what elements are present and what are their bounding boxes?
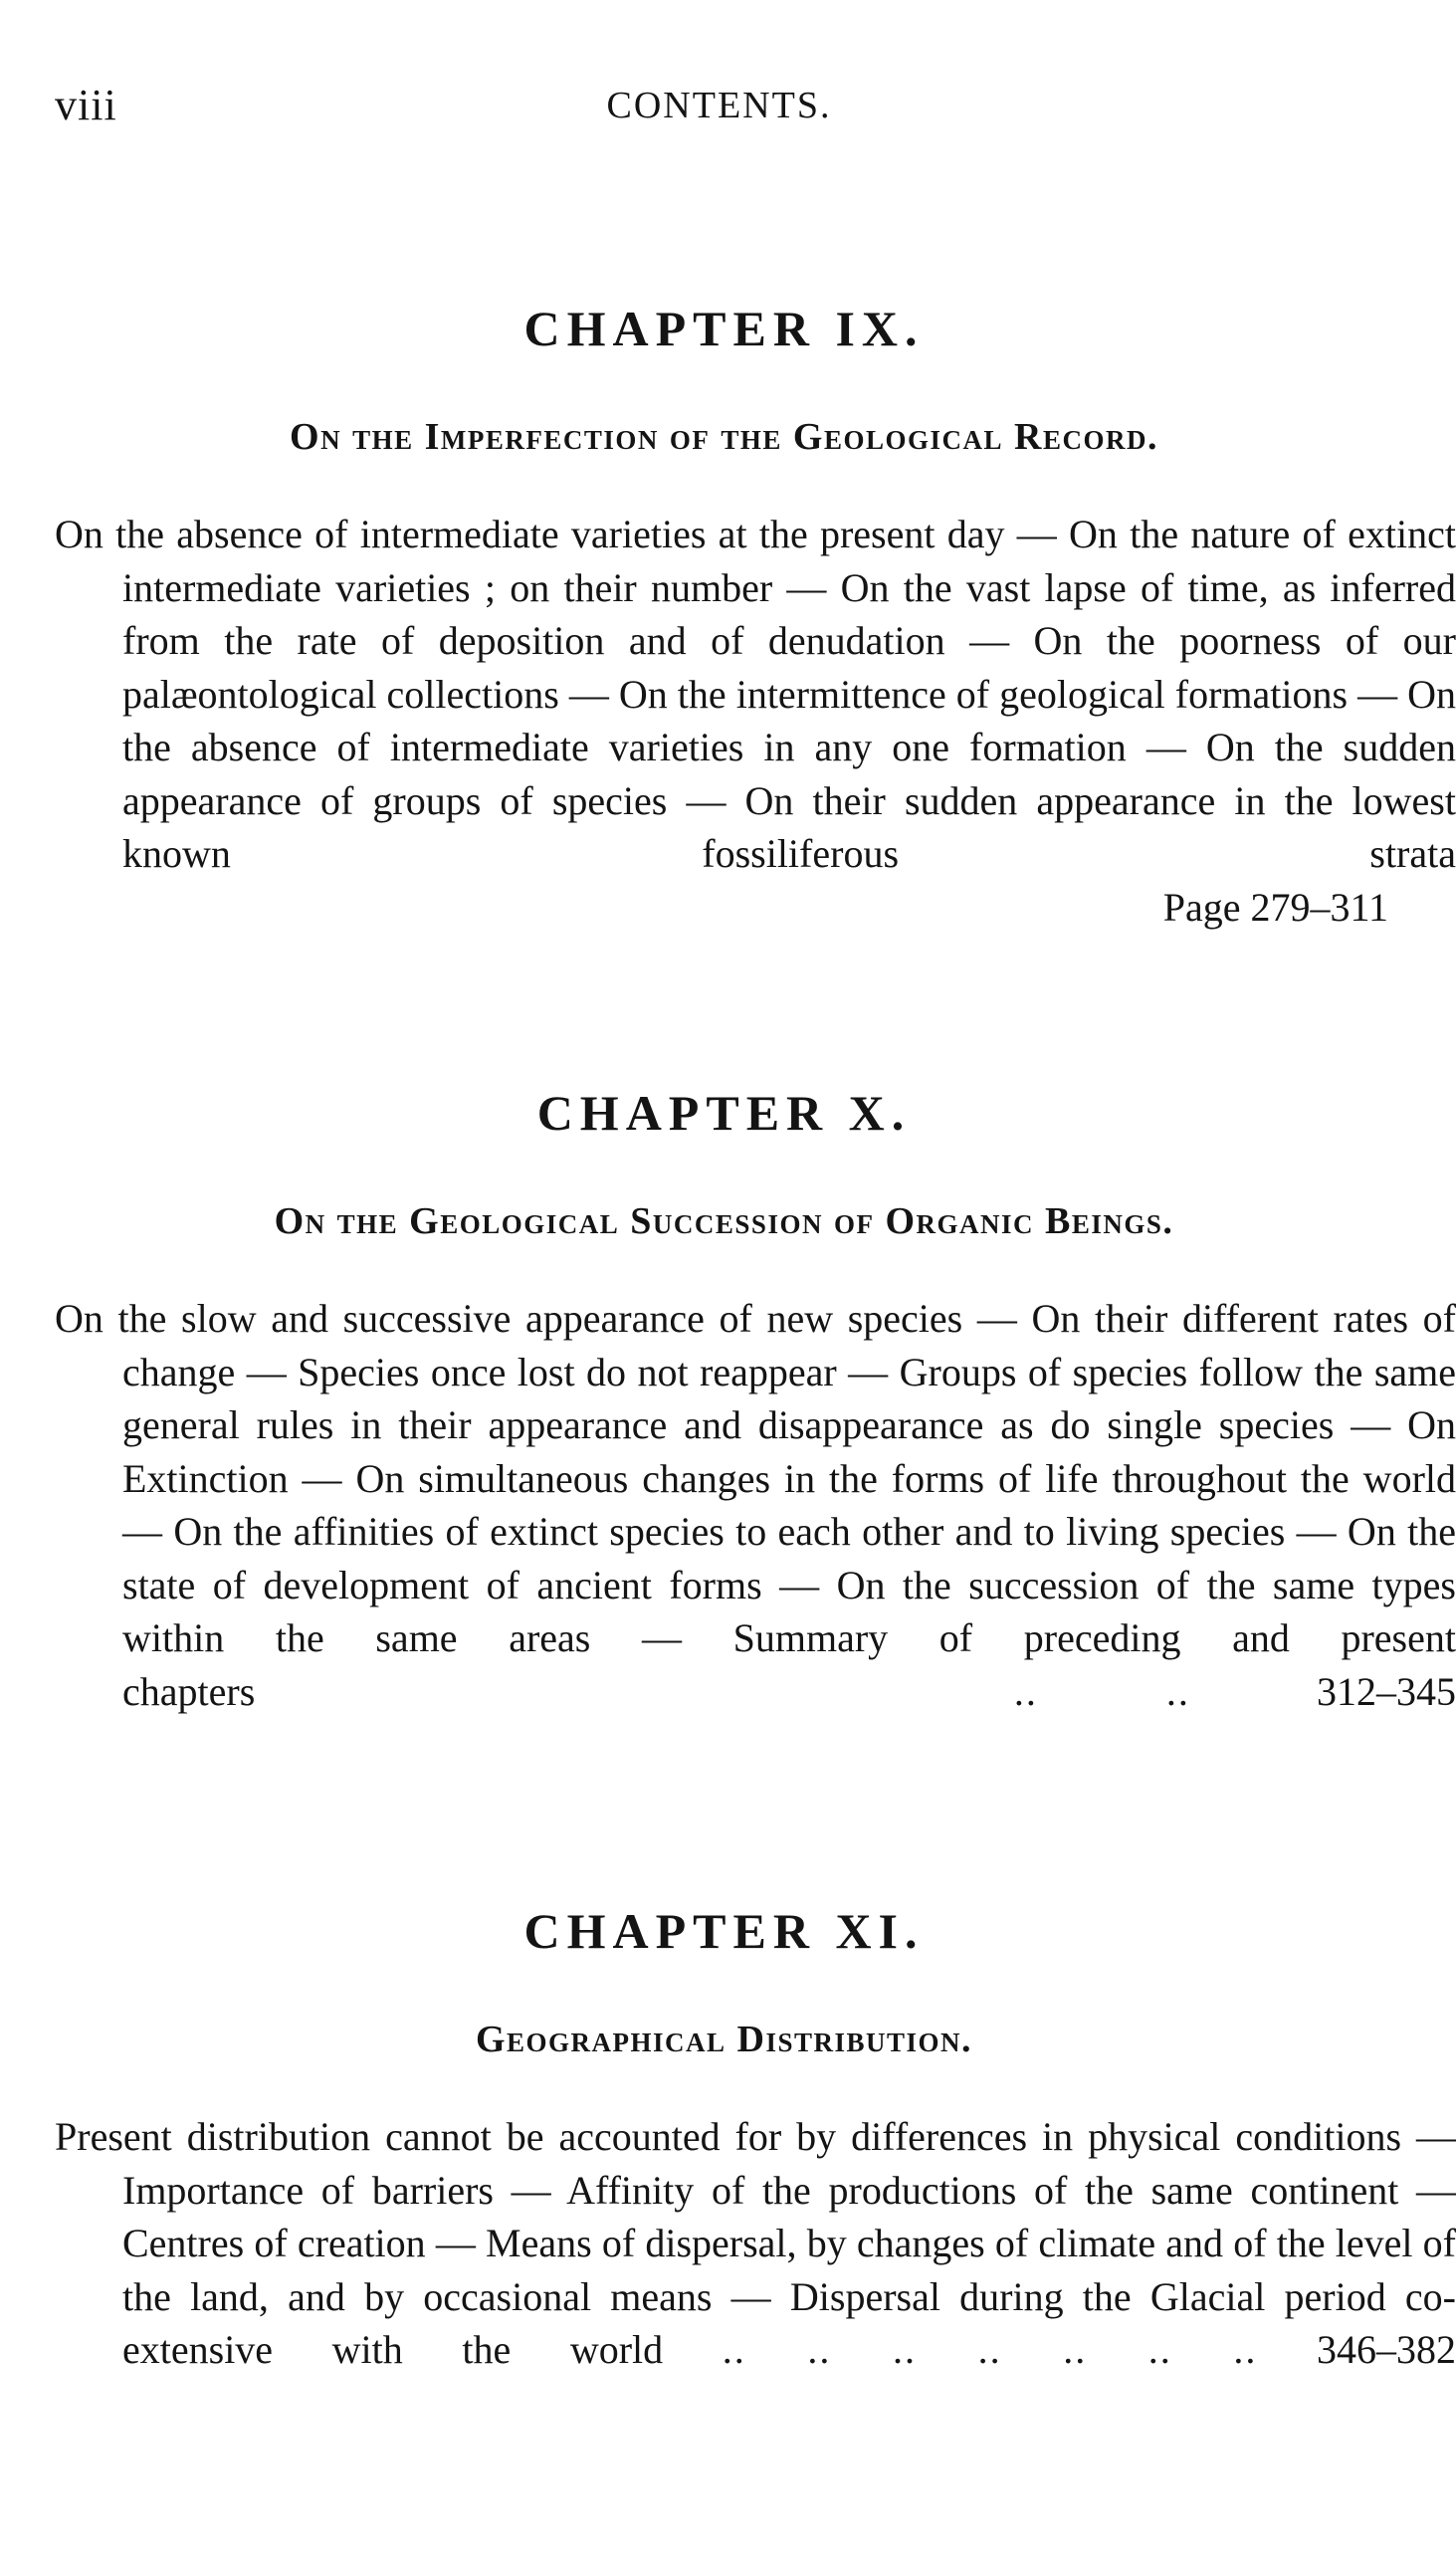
dot-leaders: .. .. [1013, 1668, 1190, 1714]
chapter-subtitle: On the Imperfection of the Geological Record. [290, 416, 1158, 458]
chapter-subtitle: Geographical Distribution. [475, 2019, 973, 2060]
chapter-x-entry [55, 1083, 1456, 1718]
dot-leaders: .. .. .. .. .. .. .. [722, 2327, 1258, 2372]
page-number: viii [55, 81, 117, 129]
chapter-summary: On the absence of intermediate varieties at the present day — On the nature of extinct intermediate varieties ; on their number — On the vast lapse of time, as inferred from the rate of deposition and of denudation — On the poorness of our palæontological collections — On the intermittence of geological formations — On the absence of intermediate varieties in any one formation — On the sudden appearance of groups of species — On their sudden appearance in the lowest known fossiliferous strata [55, 512, 1456, 876]
leaders-and-range [723, 2327, 1456, 2372]
summary-text: On the slow and successive appearance of new species — On their different rates of change — Species once lost do not reappear — Groups of species follow the same general rules in their appearance and disappearance as do single species — On Extinction — On simultaneous changes in the forms of life throughout the world — On the affinities of extinct species to each other and to living species — On the state of development of ancient forms — On the succession of the same types within the same areas — Summary of preceding and present chapters [55, 1296, 1456, 1714]
chapter-ix-entry [55, 299, 1456, 934]
chapter-subtitle: On the Geological Succession of Organic Beings. [274, 1200, 1174, 1242]
page-range: Page 279–311 [1162, 884, 1388, 930]
leaders-and-range [1014, 1669, 1456, 1714]
summary-text: Present distribution cannot be accounted for by differences in physical conditions — Importance of barriers — Affinity of the productions of the same continent — Centres of creation — Means of dispersal, by changes of climate and of the level of the land, and by occasional means — Dispersal during the Glacial period co-extensive with the world [55, 2114, 1456, 2372]
chapter-summary [55, 2110, 1456, 2377]
page-range: 312–345 [1317, 1668, 1456, 1714]
chapter-heading: CHAPTER XI. [523, 1903, 925, 1959]
chapter-xi-entry [55, 1901, 1456, 2377]
chapter-summary [55, 1292, 1456, 1718]
page-range: 346–382 [1317, 2327, 1456, 2372]
chapter-heading: CHAPTER X. [536, 1085, 912, 1141]
running-title: CONTENTS. [606, 85, 832, 126]
chapter-heading: CHAPTER IX. [523, 301, 925, 356]
running-head [55, 80, 1383, 139]
